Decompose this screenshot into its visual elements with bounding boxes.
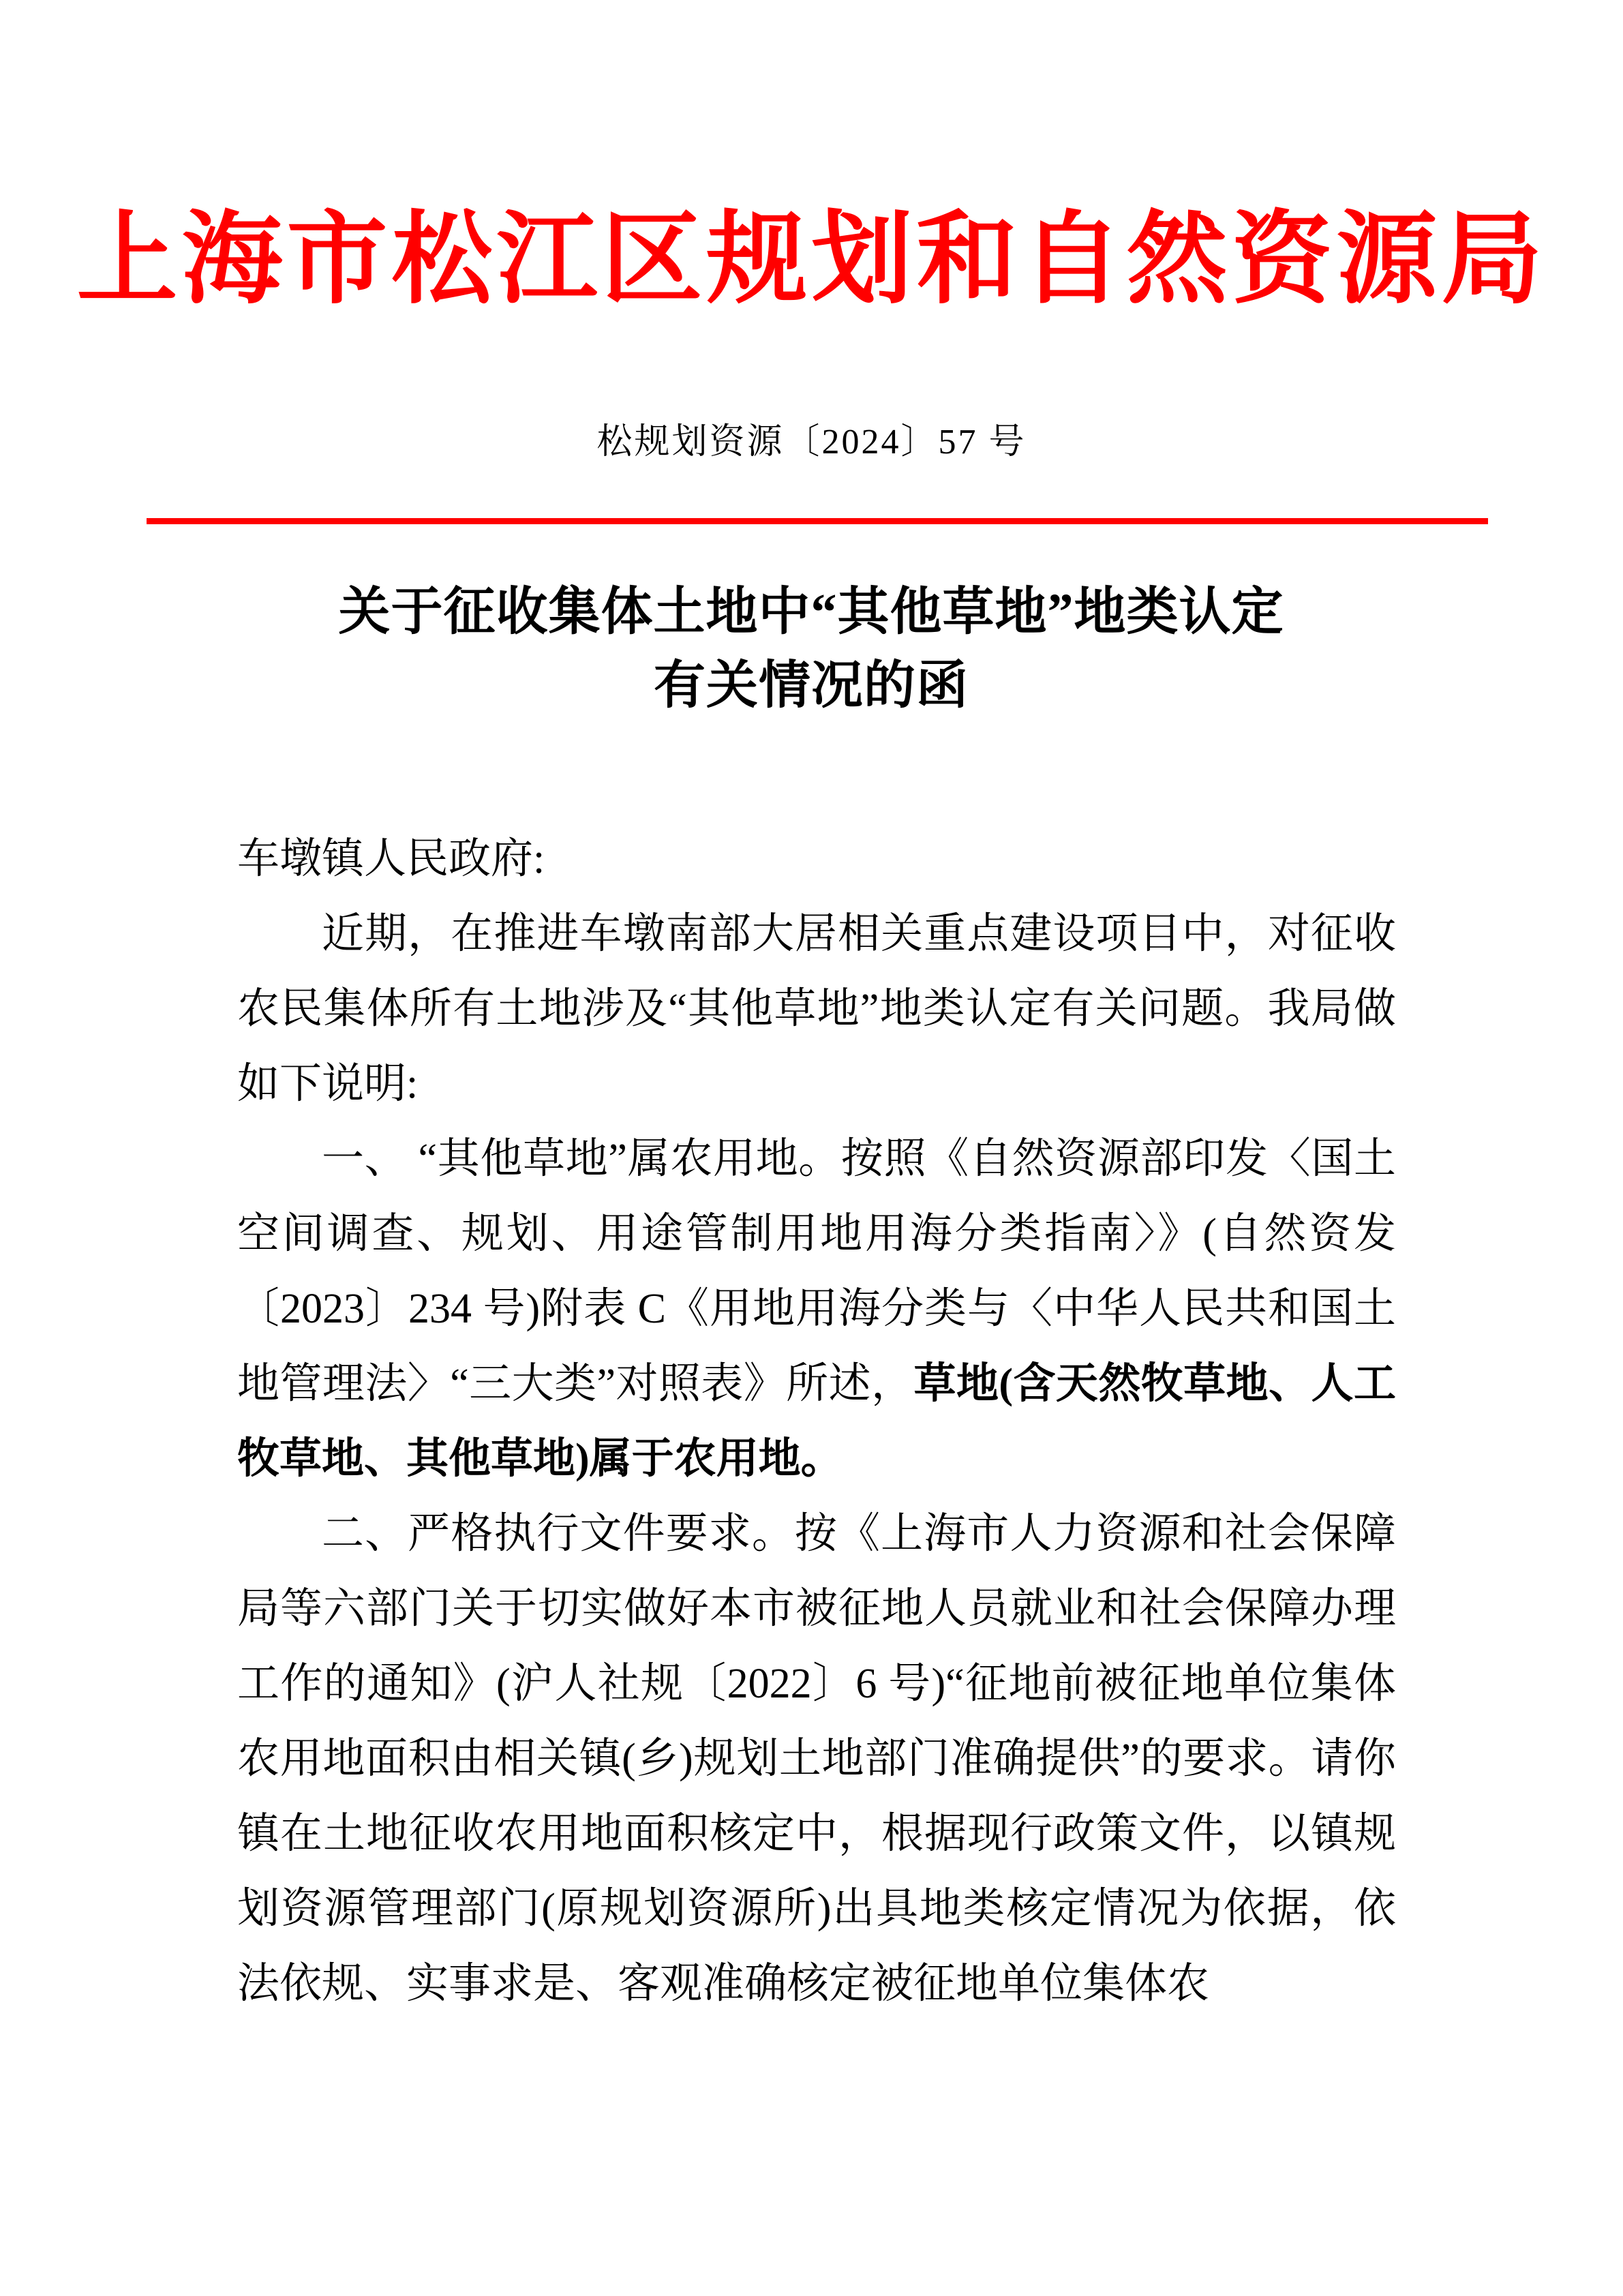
document-title-line-1: 关于征收集体土地中“其他草地”地类认定 bbox=[338, 584, 1284, 641]
paragraph-item-one bbox=[237, 1121, 1396, 1496]
document-title-line-2: 有关情况的函 bbox=[654, 656, 969, 714]
masthead-organization-title: 上海市松江区规划和自然资源局 bbox=[76, 205, 1547, 316]
document-title bbox=[225, 576, 1397, 723]
item-one-lead-text: 一、 “其他草地”属农用地。按照《自然资源部印发〈国土空间调查、规划、用途管制用地用海分类指南〉》(自然资发〔2023〕234 号)附表 C《用地用海分类与〈中华人民共和国土地管理法〉“三大类”对照表》所述， bbox=[237, 1136, 1396, 1407]
red-divider-rule bbox=[147, 518, 1488, 524]
item-one-emphasis-text: 草地(含天然牧草地、人工牧草地、其他草地)属于农用地。 bbox=[237, 1361, 1396, 1482]
paragraph-item-two: 二、严格执行文件要求。按《上海市人力资源和社会保障局等六部门关于切实做好本市被征地人员就业和社会保障办理工作的通知》(沪人社规〔2022〕6 号)“征地前被征地单位集体农用地面积由相关镇(乡)规划土地部门准确提供”的要求。请你镇在土地征收农用地面积核定中，根据现行政策文件，以镇规划资源管理部门(原规划资源所)出具地类核定情况为依据，依法依规、实事求是、客观准确核定被征地单位集体农 bbox=[237, 1511, 1396, 2007]
paragraph-intro: 近期，在推进车墩南部大居相关重点建设项目中，对征收农民集体所有土地涉及“其他草地”地类认定有关问题。我局做如下说明: bbox=[237, 911, 1396, 1107]
salutation: 车墩镇人民政府: bbox=[237, 836, 545, 882]
document-number: 松规划资源〔2024〕57 号 bbox=[596, 423, 1027, 462]
document-body bbox=[237, 821, 1396, 2021]
